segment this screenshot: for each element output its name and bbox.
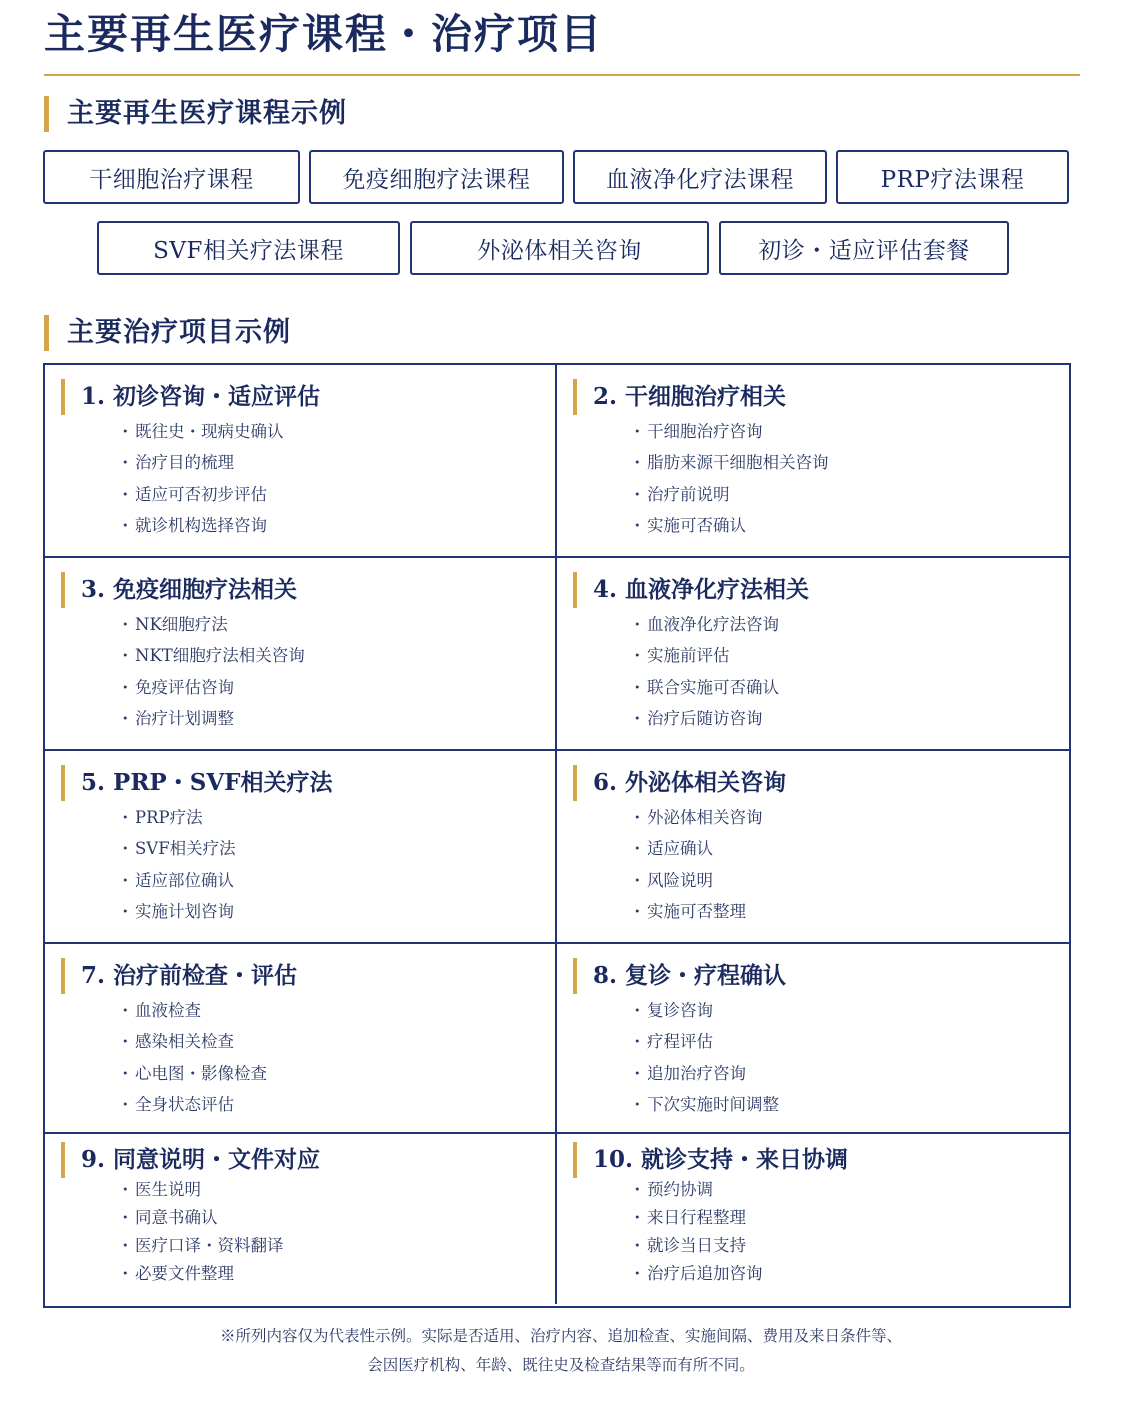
treatment-list [117,1176,284,1288]
treatment-list [629,609,779,734]
list-item: ・就诊当日支持 [629,1236,746,1255]
page-title: 主要再生医疗课程・治疗项目 [44,10,603,58]
list-item: ・下次实施时间调整 [629,1094,779,1114]
list-item: ・NK细胞疗法 [117,615,228,634]
list-item: ・治疗后随访咨询 [629,708,763,728]
list-item: ・治疗后追加咨询 [629,1264,763,1283]
course-button-initial-consult[interactable]: 初诊・适应评估套餐 [719,221,1009,275]
treatment-list [629,802,763,927]
treatment-list [117,416,284,541]
treatment-card [45,944,557,1134]
list-item: ・适应确认 [629,839,713,859]
course-button-prp[interactable]: PRP疗法课程 [836,150,1069,204]
list-item: ・NKT细胞疗法相关咨询 [117,646,305,666]
treatment-list [117,609,305,734]
list-item: ・实施可否确认 [629,515,746,535]
treatment-card [45,1134,557,1304]
treatment-title: 8. 复诊・疗程确认 [573,958,786,994]
treatment-title: 5. PRP・SVF相关疗法 [61,765,333,801]
list-item: ・PRP疗法 [117,808,203,827]
footnote-line: ※所列内容仅为代表性示例。实际是否适用、治疗内容、追加检查、实施间隔、费用及来日条件等、 [219,1327,902,1345]
treatment-list [629,1176,763,1288]
treatment-title: 1. 初诊咨询・适应评估 [61,379,320,415]
treatment-list [629,995,779,1120]
list-item: ・治疗前说明 [629,484,730,504]
treatment-list [629,416,829,541]
treatment-card [557,944,1069,1134]
treatment-card [45,365,557,558]
list-item: ・预约协调 [629,1180,713,1199]
list-item: ・复诊咨询 [629,1001,713,1020]
list-item: ・感染相关检查 [117,1032,234,1052]
course-button-stem-cell[interactable]: 干细胞治疗课程 [43,150,300,204]
course-button-immune-cell[interactable]: 免疫细胞疗法课程 [309,150,564,204]
list-item: ・治疗目的梳理 [117,453,234,473]
list-item: ・同意书确认 [117,1208,218,1227]
courses-section-heading: 主要再生医疗课程示例 [44,96,347,132]
list-item: ・实施可否整理 [629,901,746,921]
list-item: ・风险说明 [629,870,713,890]
list-item: ・医生说明 [117,1180,201,1199]
list-item: ・就诊机构选择咨询 [117,515,267,535]
treatment-title: 9. 同意说明・文件对应 [61,1142,320,1178]
treatment-title: 3. 免疫细胞疗法相关 [61,572,297,608]
course-button-svf[interactable]: SVF相关疗法课程 [97,221,400,275]
list-item: ・血液检查 [117,1001,201,1020]
treatments-section-heading: 主要治疗项目示例 [44,315,291,351]
list-item: ・SVF相关疗法 [117,839,236,859]
treatment-title: 4. 血液净化疗法相关 [573,572,809,608]
list-item: ・治疗计划调整 [117,708,234,728]
treatment-card [557,1134,1069,1304]
treatment-title: 2. 干细胞治疗相关 [573,379,786,415]
list-item: ・适应可否初步评估 [117,484,267,504]
treatment-title: 6. 外泌体相关咨询 [573,765,786,801]
course-button-blood-purification[interactable]: 血液净化疗法课程 [573,150,827,204]
list-item: ・既往史・现病史确认 [117,422,284,441]
list-item: ・脂肪来源干细胞相关咨询 [629,453,829,473]
treatment-card [45,558,557,751]
treatment-card [557,558,1069,751]
list-item: ・干细胞治疗咨询 [629,422,763,441]
list-item: ・来日行程整理 [629,1208,746,1227]
treatment-card [557,365,1069,558]
list-item: ・全身状态评估 [117,1094,234,1114]
list-item: ・必要文件整理 [117,1264,234,1283]
treatment-list [117,995,267,1120]
course-button-exosome[interactable]: 外泌体相关咨询 [410,221,709,275]
treatments-grid [43,363,1071,1308]
list-item: ・追加治疗咨询 [629,1063,746,1083]
title-divider [44,74,1080,76]
list-item: ・血液净化疗法咨询 [629,615,779,634]
treatment-list [117,802,236,927]
list-item: ・适应部位确认 [117,870,234,890]
treatment-title: 7. 治疗前检查・评估 [61,958,297,994]
treatment-card [45,751,557,944]
treatment-title: 10. 就诊支持・来日协调 [573,1142,848,1178]
list-item: ・实施前评估 [629,646,730,666]
treatment-card [557,751,1069,944]
list-item: ・外泌体相关咨询 [629,808,763,827]
footnote-line: 会因医疗机构、年龄、既往史及检查结果等而有所不同。 [367,1356,755,1374]
list-item: ・联合实施可否确认 [629,677,779,697]
list-item: ・实施计划咨询 [117,901,234,921]
list-item: ・医疗口译・资料翻译 [117,1236,284,1255]
list-item: ・心电图・影像检查 [117,1063,267,1083]
list-item: ・疗程评估 [629,1032,713,1052]
list-item: ・免疫评估咨询 [117,677,234,697]
footnote [0,1322,1122,1380]
